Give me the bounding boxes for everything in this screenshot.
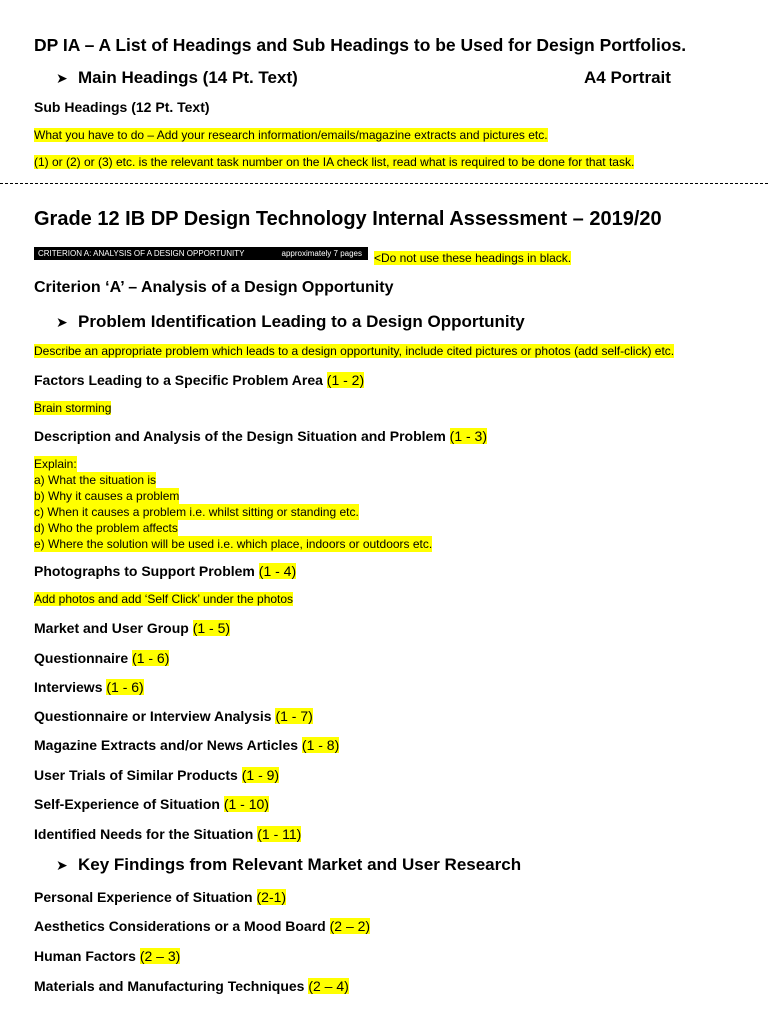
heading-photographs: Photographs to Support Problem (1 - 4) [34,563,297,579]
heading-self-experience: Self-Experience of Situation (1 - 10) [34,796,269,812]
heading-personal-experience: Personal Experience of Situation (2-1) [34,889,287,905]
section-key-findings-label: Key Findings from Relevant Market and User Research [78,855,522,874]
note-photos: Add photos and add ‘Self Click’ under the photos [34,592,294,606]
heading-aesthetics: Aesthetics Considerations or a Mood Board (2 – 2) [34,918,371,934]
criterion-banner [34,247,368,260]
heading-user-trials: User Trials of Similar Products (1 - 9) [34,767,280,783]
criterion-heading: Criterion ‘A’ – Analysis of a Design Opportunity [34,279,394,296]
heading-description-analysis: Description and Analysis of the Design Situation and Problem (1 - 3) [34,428,487,444]
explain-line: c) When it causes a problem i.e. whilst sitting or standing etc. [34,505,359,519]
heading-questionnaire: Questionnaire (1 - 6) [34,650,170,666]
heading-questionnaire-analysis: Questionnaire or Interview Analysis (1 - 7) [34,708,313,724]
note-brainstorm: Brain storming [34,401,112,415]
section-problem-identification [56,312,525,332]
explain-line: d) Who the problem affects [34,521,178,535]
heading-market-user-group: Market and User Group (1 - 5) [34,620,231,636]
main-headings-bullet [56,68,298,88]
arrow-bullet-icon: ➤ [56,70,68,86]
explain-list [34,456,432,552]
section-key-findings [56,855,521,875]
main-headings-label: Main Headings (14 Pt. Text) [78,68,298,87]
heading-materials: Materials and Manufacturing Techniques (2 – 4) [34,978,349,994]
heading-interviews: Interviews (1 - 6) [34,679,144,695]
a4-portrait-label: A4 Portrait [584,68,671,87]
explain-line: e) Where the solution will be used i.e. which place, indoors or outdoors etc. [34,537,433,551]
explain-line: Explain: [34,457,77,471]
explain-line: b) Why it causes a problem [34,489,180,503]
instruction-task-number: (1) or (2) or (3) etc. is the relevant task number on the IA check list, read what is required to be done for that task. [34,155,635,169]
heading-human-factors: Human Factors (2 – 3) [34,948,181,964]
dashed-divider [0,183,768,184]
criterion-banner-title: CRITERION A: ANALYSIS OF A DESIGN OPPORTUNITY [38,249,245,258]
document-title: DP IA – A List of Headings and Sub Headings to be Used for Design Portfolios. [34,35,687,55]
arrow-bullet-icon: ➤ [56,857,68,873]
criterion-note: <Do not use these headings in black. [374,251,572,265]
arrow-bullet-icon: ➤ [56,314,68,330]
instruction-what-to-do: What you have to do – Add your research information/emails/magazine extracts and pictures etc. [34,128,548,142]
explain-line: a) What the situation is [34,473,157,487]
grade-title: Grade 12 IB DP Design Technology Internal Assessment – 2019/20 [34,208,662,230]
section-problem-description: Describe an appropriate problem which leads to a design opportunity, include cited pictures or photos (add self-click) etc. [34,344,675,358]
heading-identified-needs: Identified Needs for the Situation (1 - 11) [34,826,302,842]
heading-magazine-extracts: Magazine Extracts and/or News Articles (1 - 8) [34,737,340,753]
sub-headings-label: Sub Headings (12 Pt. Text) [34,99,210,115]
heading-factors: Factors Leading to a Specific Problem Area (1 - 2) [34,372,365,388]
section-problem-identification-label: Problem Identification Leading to a Design Opportunity [78,312,525,331]
criterion-banner-pages: approximately 7 pages [281,249,362,258]
